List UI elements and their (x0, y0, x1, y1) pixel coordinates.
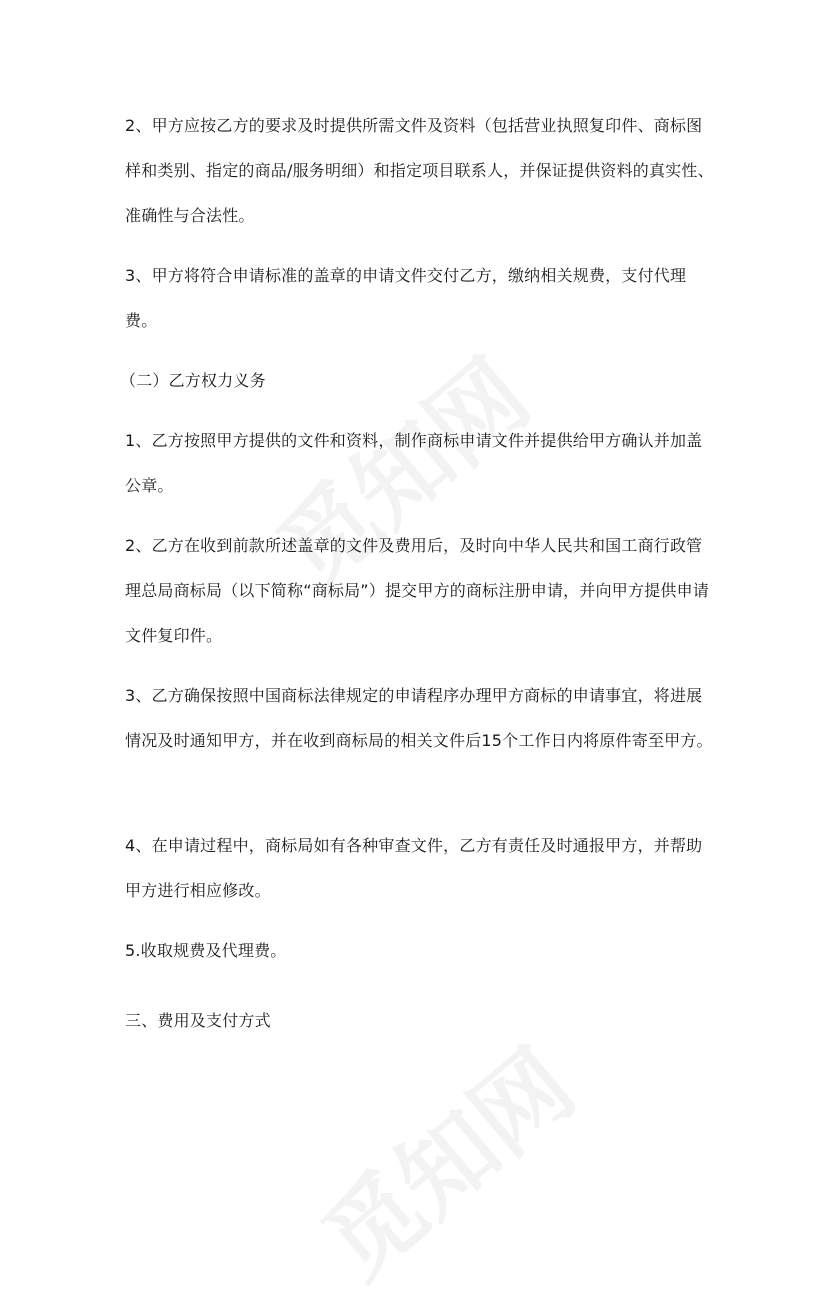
paragraph-prepare-application: 1、乙方按照甲方提供的文件和资料，制作商标申请文件并提供给甲方确认并加盖公章。 (125, 431, 703, 495)
paragraph-supply-documents: 2、甲方应按乙方的要求及时提供所需文件及资料（包括营业执照复印件、商标图样和类别、指定的商品/服务明细）和指定项目联系人，并保证提供资料的真实性、准确性与合法性。 (125, 116, 714, 225)
paragraph-deliver-documents: 3、甲方将符合申请标准的盖章的申请文件交付乙方，缴纳相关规费，支付代理费。 (125, 266, 687, 330)
section-heading-party-b: （二）乙方权力义务 (120, 371, 266, 390)
paragraph-application-procedure: 3、乙方确保按照中国商标法律规定的申请程序办理甲方商标的申请事宜，将进展情况及时通知甲方，并在收到商标局的相关文件后15个工作日内将原件寄至甲方。 (125, 686, 713, 750)
paragraph-collect-fees: 5.收取规费及代理费。 (125, 941, 287, 960)
watermark-bottom (290, 1013, 599, 1303)
section-heading-fees-payment: 三、费用及支付方式 (125, 1011, 271, 1030)
paragraph-examination-documents: 4、在申请过程中，商标局如有各种审查文件，乙方有责任及时通报甲方，并帮助甲方进行相应修改。 (125, 836, 703, 900)
paragraph-submit-application: 2、乙方在收到前款所述盖章的文件及费用后，及时向中华人民共和国工商行政管理总局商标局（以下简称“商标局”）提交甲方的商标注册申请，并向甲方提供申请文件复印件。 (125, 536, 709, 645)
